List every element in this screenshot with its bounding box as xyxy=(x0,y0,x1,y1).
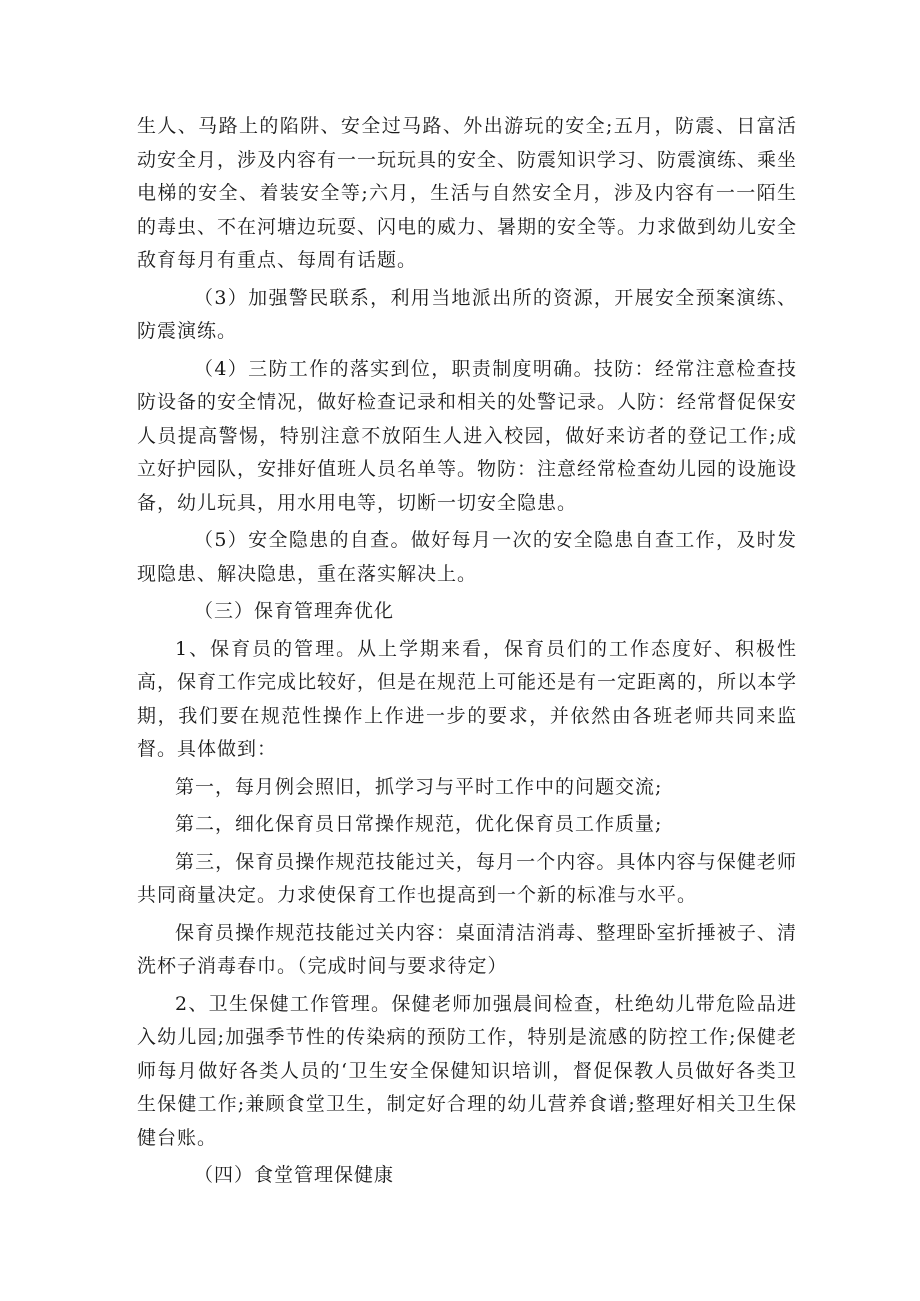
paragraph-hazard-self-check: （5）安全隐患的自查。做好每月一次的安全隐患自查工作，及时发现隐患、解决隐患，重在落实解决上。 xyxy=(137,529,797,585)
paragraph-health-care-management: 2、卫生保健工作管理。保健老师加强晨间检查，杜绝幼儿带危险品进入幼儿园;加强季节性的传染病的预防工作，特别是流感的防控工作;保健老师每月做好各类人员的‘卫生安全保健知识培训，督促保教人员做好各类卫生保健工作;兼顾食堂卫生，制定好合理的幼儿营养食谱;整理好相关卫生保健台账。 xyxy=(137,992,797,1149)
paragraph-three-defenses: （4）三防工作的落实到位，职责制度明确。技防：经常注意检查技防设备的安全情况，做好检查记录和相关的处警记录。人防：经常督促保安人员提高警惕，特别注意不放陌生人进入校园，做好来访者的登记工作;成立好护园队，安排好值班人员名单等。物防：注意经常检查幼儿园的设施设备，幼儿玩具，用水用电等，切断一切安全隐患。 xyxy=(137,357,798,514)
document-body xyxy=(137,110,797,1197)
paragraph-police-cooperation: （3）加强警民联系，利用当地派出所的资源，开展安全预案演练、防震演练。 xyxy=(137,286,797,342)
list-item-second: 第二，细化保育员日常操作规范，优化保育员工作质量; xyxy=(175,813,663,835)
section-heading-canteen-management: （四）食堂管理保健康 xyxy=(194,1164,395,1186)
paragraph-safety-monthly-themes: 生人、马路上的陷阱、安全过马路、外出游玩的安全;五月，防震、日富活动安全月，涉及内容有一一玩玩具的安全、防震知识学习、防震演练、乘坐电梯的安全、着装安全等;六月，生活与自然安全月，涉及内容有一一陌生的毒虫、不在河塘边玩耍、闪电的威力、暑期的安全等。力求做到幼儿安全敌育每月有重点、每周有话题。 xyxy=(137,115,798,271)
paragraph-skill-check-contents: 保育员操作规范技能过关内容：桌面清洁消毒、整理卧室折捶被子、清洗杯子消毒春巾。（完成时间与要求待定） xyxy=(137,921,797,977)
paragraph-caregiver-management: 1、保育员的管理。从上学期来看，保育员们的工作态度好、积极性高，保育工作完成比较好，但是在规范上可能还是有一定距离的，所以本学期，我们要在规范性操作上作进一步的要求，并依然由各班老师共同来监督。具体做到： xyxy=(137,637,798,760)
list-item-first: 第一，每月例会照旧，抓学习与平时工作中的问题交流; xyxy=(175,775,663,798)
section-heading-childcare-management: （三）保育管理奔优化 xyxy=(194,600,395,622)
list-item-third: 第三，保育员操作规范技能过关，每月一个内容。具体内容与保健老师共同商量决定。力求使保育工作也提高到一个新的标准与水平。 xyxy=(137,850,797,906)
